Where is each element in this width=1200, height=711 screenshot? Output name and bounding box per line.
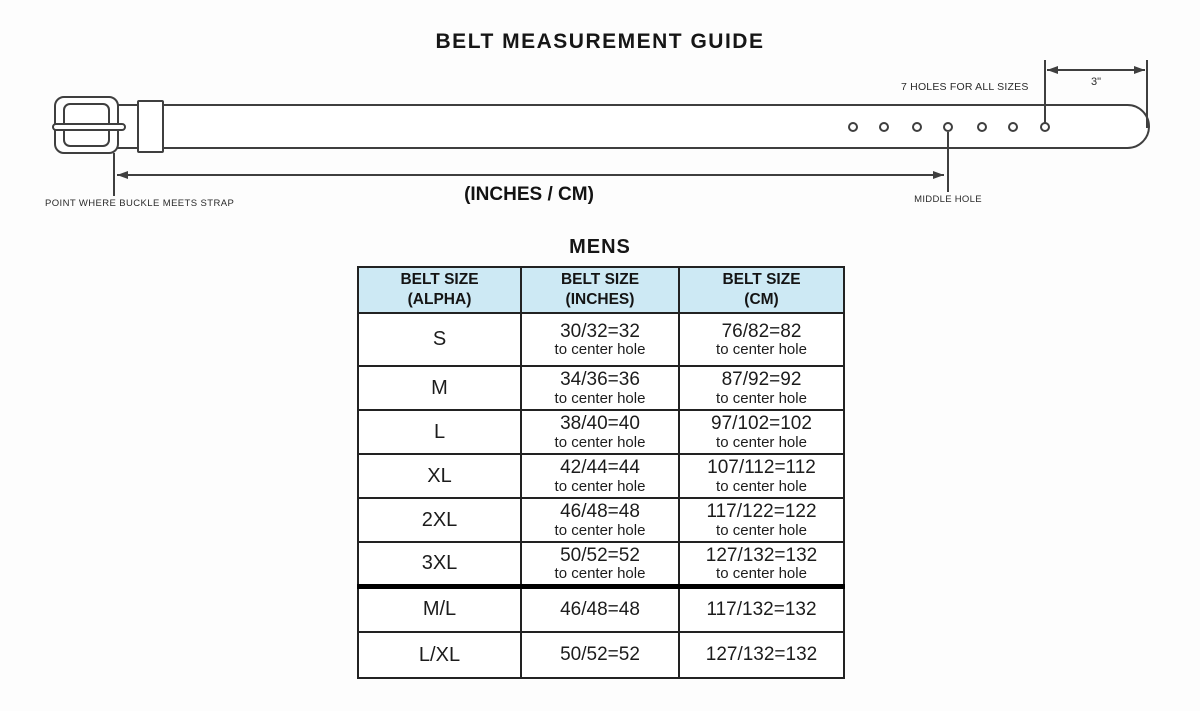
inches-note: to center hole: [554, 341, 646, 359]
cm-value: 87/92=92: [721, 369, 802, 391]
cm-note: to center hole: [716, 565, 807, 582]
cell-alpha: [358, 410, 521, 454]
belt-hole: [1040, 122, 1050, 132]
header-belt-size-inches: [521, 267, 679, 313]
inches-note: to center hole: [554, 433, 646, 451]
cell-inches: [521, 498, 679, 542]
inches-note: to center hole: [554, 477, 646, 495]
cell-alpha: [358, 542, 521, 586]
inches-value: 30/32=32: [560, 320, 640, 342]
cell-cm: [679, 542, 844, 586]
table-row: [358, 454, 844, 498]
table-row: [358, 632, 844, 678]
table-row: [358, 498, 844, 542]
cell-alpha: [358, 498, 521, 542]
cell-inches: [521, 632, 679, 678]
cell-cm: [679, 632, 844, 678]
cm-value: 76/82=82: [721, 320, 802, 342]
header-line2: (ALPHA): [407, 291, 472, 308]
belt-hole: [912, 122, 922, 132]
table-row: [358, 366, 844, 410]
belt-buckle-prong: [52, 123, 126, 131]
alpha-size: L/XL: [418, 643, 461, 666]
cm-note: to center hole: [716, 389, 807, 407]
seventh-hole-extension-line: [1044, 60, 1046, 123]
cm-value: 117/132=132: [706, 599, 817, 621]
alpha-size: 3XL: [421, 551, 458, 574]
cell-cm: [679, 586, 844, 632]
alpha-size: L: [433, 420, 446, 443]
inches-value: 42/44=44: [560, 457, 640, 479]
alpha-size: M/L: [422, 598, 457, 621]
alpha-size: XL: [427, 464, 452, 487]
inches-value: 34/36=36: [560, 369, 640, 391]
holes-note-label: 7 HOLES FOR ALL SIZES: [901, 81, 1029, 93]
cm-value: 97/102=102: [711, 413, 812, 435]
table-row: [358, 542, 844, 586]
table-row: [358, 313, 844, 366]
cell-inches: [521, 410, 679, 454]
cm-value: 127/132=132: [705, 544, 818, 566]
tip-measure-label: 3": [1090, 76, 1102, 88]
belt-tip-extension-line: [1146, 60, 1148, 128]
table-header-row: [358, 267, 844, 313]
cell-cm: [679, 410, 844, 454]
middle-hole-callout-line: [947, 132, 949, 192]
header-line2: (INCHES): [565, 291, 635, 308]
inches-note: to center hole: [554, 565, 646, 582]
buckle-point-callout-line: [113, 153, 115, 196]
middle-hole-label: MIDDLE HOLE: [914, 194, 982, 205]
cell-cm: [679, 498, 844, 542]
cm-value: 107/112=112: [707, 457, 816, 479]
inches-value: 50/52=52: [560, 544, 640, 566]
header-belt-size-cm: [679, 267, 844, 313]
table-row: [358, 410, 844, 454]
cell-alpha: [358, 454, 521, 498]
belt-hole-middle: [943, 122, 953, 132]
cell-alpha: [358, 313, 521, 366]
cm-note: to center hole: [716, 477, 807, 495]
alpha-size: S: [432, 328, 447, 350]
inches-note: to center hole: [554, 521, 646, 539]
units-label: (INCHES / CM): [464, 184, 594, 205]
header-line2: (CM): [744, 291, 779, 308]
cell-cm: [679, 366, 844, 410]
cm-note: to center hole: [716, 521, 807, 539]
cell-cm: [679, 454, 844, 498]
inches-value: 38/40=40: [560, 413, 640, 435]
cm-value: 117/122=122: [706, 501, 817, 523]
alpha-size: 2XL: [421, 508, 458, 531]
belt-strap: [115, 104, 1150, 149]
cm-note: to center hole: [716, 341, 807, 359]
cell-inches: [521, 542, 679, 586]
table-row: [358, 586, 844, 632]
alpha-size: M: [431, 376, 448, 399]
cell-inches: [521, 366, 679, 410]
cell-inches: [521, 313, 679, 366]
belt-keeper-loop: [137, 100, 164, 153]
page-title: BELT MEASUREMENT GUIDE: [435, 30, 765, 53]
buckle-point-label: POINT WHERE BUCKLE MEETS STRAP: [45, 198, 235, 209]
cell-alpha: [358, 586, 521, 632]
header-line1: BELT SIZE: [400, 270, 479, 288]
inches-value: 46/48=48: [560, 599, 640, 621]
belt-diagram: [0, 0, 1200, 230]
belt-hole: [977, 122, 987, 132]
mens-size-table: [357, 266, 845, 679]
inches-value: 50/52=52: [560, 644, 640, 666]
cell-inches: [521, 586, 679, 632]
inches-value: 46/48=48: [560, 501, 640, 523]
belt-hole: [848, 122, 858, 132]
cell-inches: [521, 454, 679, 498]
cm-note: to center hole: [716, 433, 807, 451]
cell-alpha: [358, 632, 521, 678]
section-title-mens: MENS: [569, 236, 631, 258]
cell-alpha: [358, 366, 521, 410]
cell-cm: [679, 313, 844, 366]
header-line1: BELT SIZE: [560, 270, 640, 288]
header-line1: BELT SIZE: [722, 270, 801, 288]
belt-hole: [1008, 122, 1018, 132]
header-belt-size-alpha: [358, 267, 521, 313]
length-measure-arrow: [117, 174, 944, 176]
tip-measure-arrow: [1047, 69, 1145, 71]
cm-value: 127/132=132: [705, 644, 818, 666]
belt-hole: [879, 122, 889, 132]
inches-note: to center hole: [554, 389, 646, 407]
